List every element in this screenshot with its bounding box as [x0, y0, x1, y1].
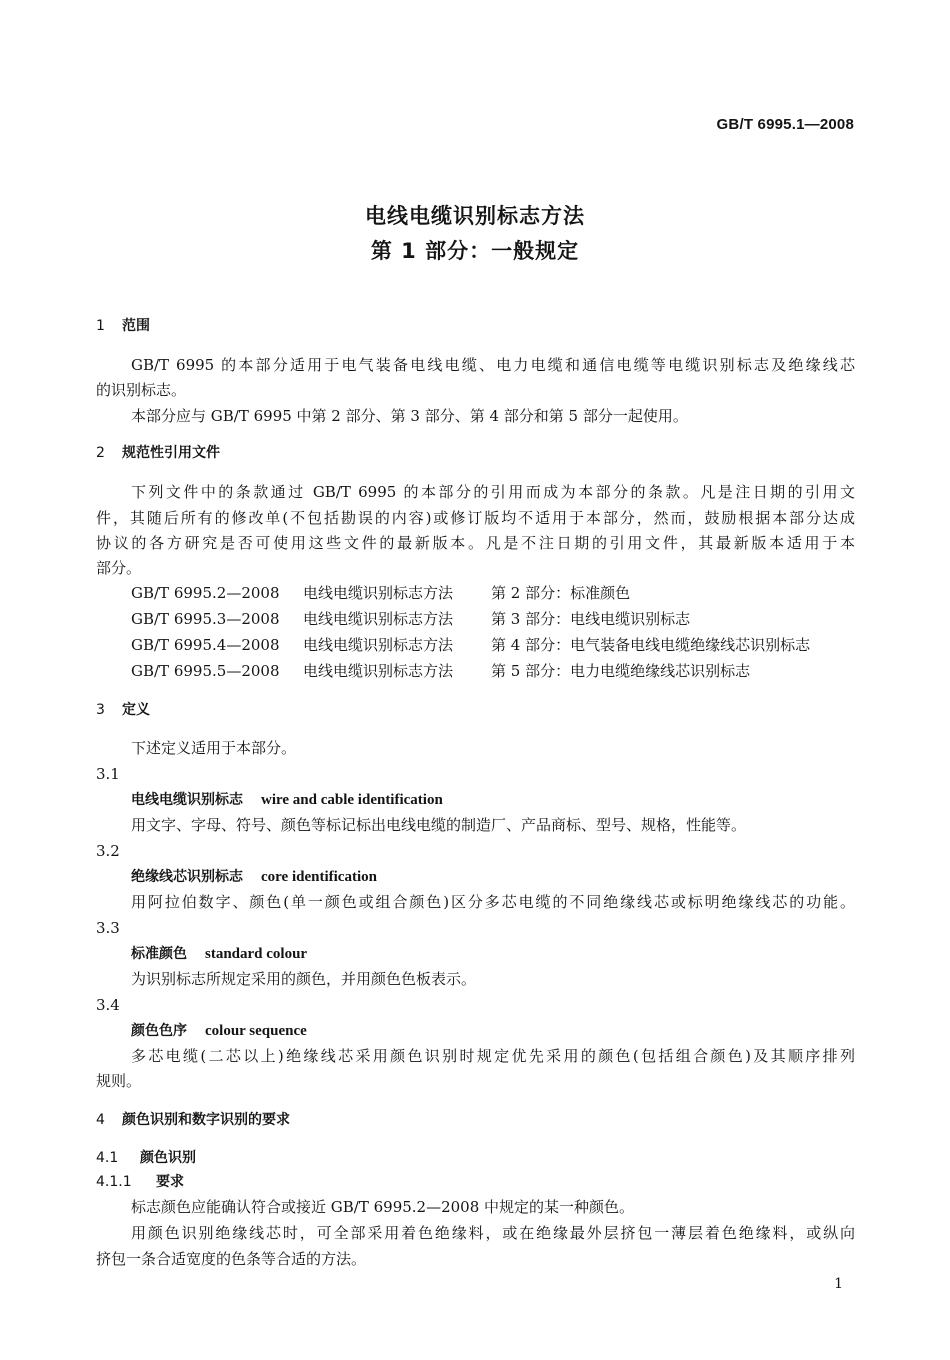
subsection-title: 颜色识别 [140, 1150, 196, 1166]
definition-text: 用文字、字母、符号、颜色等标记标出电线电缆的制造厂、产品商标、型号、规格，性能等。 [131, 816, 747, 834]
reference-code: GB/T 6995.2—2008 [131, 584, 280, 602]
reference-part: 第 2 部分：标准颜色 [491, 584, 631, 602]
reference-item [131, 661, 750, 681]
paragraph-line: 下述定义适用于本部分。 [131, 739, 297, 757]
section-title: 规范性引用文件 [122, 445, 220, 461]
paragraph-line: 挤包一条合适宽度的色条等合适的方法。 [96, 1250, 367, 1268]
paragraph-line: 的识别标志。 [96, 381, 187, 399]
subsection-number: 4.1 [96, 1150, 119, 1166]
reference-part: 第 5 部分：电力电缆绝缘线芯识别标志 [491, 662, 751, 680]
definition-text: 为识别标志所规定采用的颜色，并用颜色色板表示。 [131, 970, 477, 988]
definition-number: 3.3 [96, 919, 120, 937]
section-number: 3 [96, 702, 105, 718]
section-title: 颜色识别和数字识别的要求 [122, 1112, 290, 1128]
paragraph-line: 本部分应与 GB/T 6995 中第 2 部分、第 3 部分、第 4 部分和第 5 部分一起使用。 [131, 407, 688, 425]
section-1-heading [96, 316, 150, 336]
document-subtitle: 第 1 部分：一般规定 [370, 239, 580, 263]
section-title: 范围 [122, 318, 150, 334]
reference-title: 电线电缆识别标志方法 [303, 636, 454, 654]
section-4-heading [96, 1110, 290, 1130]
section-number: 2 [96, 445, 105, 461]
reference-item [131, 609, 690, 629]
reference-item [131, 583, 630, 603]
paragraph-line: 部分。 [96, 559, 142, 577]
paragraph-line: GB/T 6995 的本部分适用于电气装备电线电缆、电力电缆和通信电缆等电缆识别标志及绝缘线芯 [131, 356, 855, 374]
subsection-4-1-1-heading [96, 1172, 184, 1192]
document-title: 电线电缆识别标志方法 [365, 204, 585, 228]
definition-text: 用阿拉伯数字、颜色(单一颜色或组合颜色)区分多芯电缆的不同绝缘线芯或标明绝缘线芯的功能。 [131, 893, 855, 911]
term-english: wire and cable identification [261, 792, 443, 808]
definition-term [131, 789, 443, 810]
section-number: 1 [96, 318, 105, 334]
standard-code: GB/T 6995.1—2008 [716, 116, 854, 133]
definition-term [131, 1020, 307, 1041]
subsection-4-1-heading [96, 1148, 196, 1168]
definition-text: 规则。 [96, 1072, 142, 1090]
paragraph-line: 件，其随后所有的修改单(不包括勘误的内容)或修订版均不适用于本部分，然而，鼓励根据本部分达成 [96, 509, 855, 527]
term-english: core identification [261, 869, 377, 885]
subsection-title: 要求 [156, 1174, 184, 1190]
reference-item [131, 635, 810, 655]
reference-code: GB/T 6995.3—2008 [131, 610, 280, 628]
reference-title: 电线电缆识别标志方法 [303, 584, 454, 602]
subsection-number: 4.1.1 [96, 1174, 132, 1190]
definition-term [131, 866, 377, 887]
reference-code: GB/T 6995.4—2008 [131, 636, 280, 654]
section-title: 定义 [122, 702, 150, 718]
term-chinese: 绝缘线芯识别标志 [131, 869, 243, 885]
paragraph-line: 下列文件中的条款通过 GB/T 6995 的本部分的引用而成为本部分的条款。凡是注日期的引用文 [131, 483, 855, 501]
page-number: 1 [834, 1276, 843, 1292]
reference-title: 电线电缆识别标志方法 [303, 662, 454, 680]
term-english: standard colour [205, 946, 308, 962]
section-2-heading [96, 443, 220, 463]
section-number: 4 [96, 1112, 105, 1128]
definition-number: 3.4 [96, 996, 120, 1014]
reference-title: 电线电缆识别标志方法 [303, 610, 454, 628]
definition-term [131, 943, 307, 964]
paragraph-line: 协议的各方研究是否可使用这些文件的最新版本。凡是不注日期的引用文件，其最新版本适用于本 [96, 534, 855, 552]
reference-part: 第 3 部分：电线电缆识别标志 [491, 610, 691, 628]
term-chinese: 电线电缆识别标志 [131, 792, 243, 808]
term-chinese: 颜色色序 [131, 1023, 187, 1039]
term-english: colour sequence [205, 1023, 307, 1039]
definition-number: 3.2 [96, 842, 120, 860]
reference-part: 第 4 部分：电气装备电线电缆绝缘线芯识别标志 [491, 636, 811, 654]
paragraph-line: 标志颜色应能确认符合或接近 GB/T 6995.2—2008 中规定的某一种颜色。 [131, 1198, 635, 1216]
reference-code: GB/T 6995.5—2008 [131, 662, 280, 680]
paragraph-line: 用颜色识别绝缘线芯时，可全部采用着色绝缘料，或在绝缘最外层挤包一薄层着色绝缘料，或纵向 [131, 1224, 855, 1242]
term-chinese: 标准颜色 [131, 946, 187, 962]
definition-text: 多芯电缆(二芯以上)绝缘线芯采用颜色识别时规定优先采用的颜色(包括组合颜色)及其顺序排列 [131, 1047, 855, 1065]
section-3-heading [96, 700, 150, 720]
definition-number: 3.1 [96, 765, 120, 783]
